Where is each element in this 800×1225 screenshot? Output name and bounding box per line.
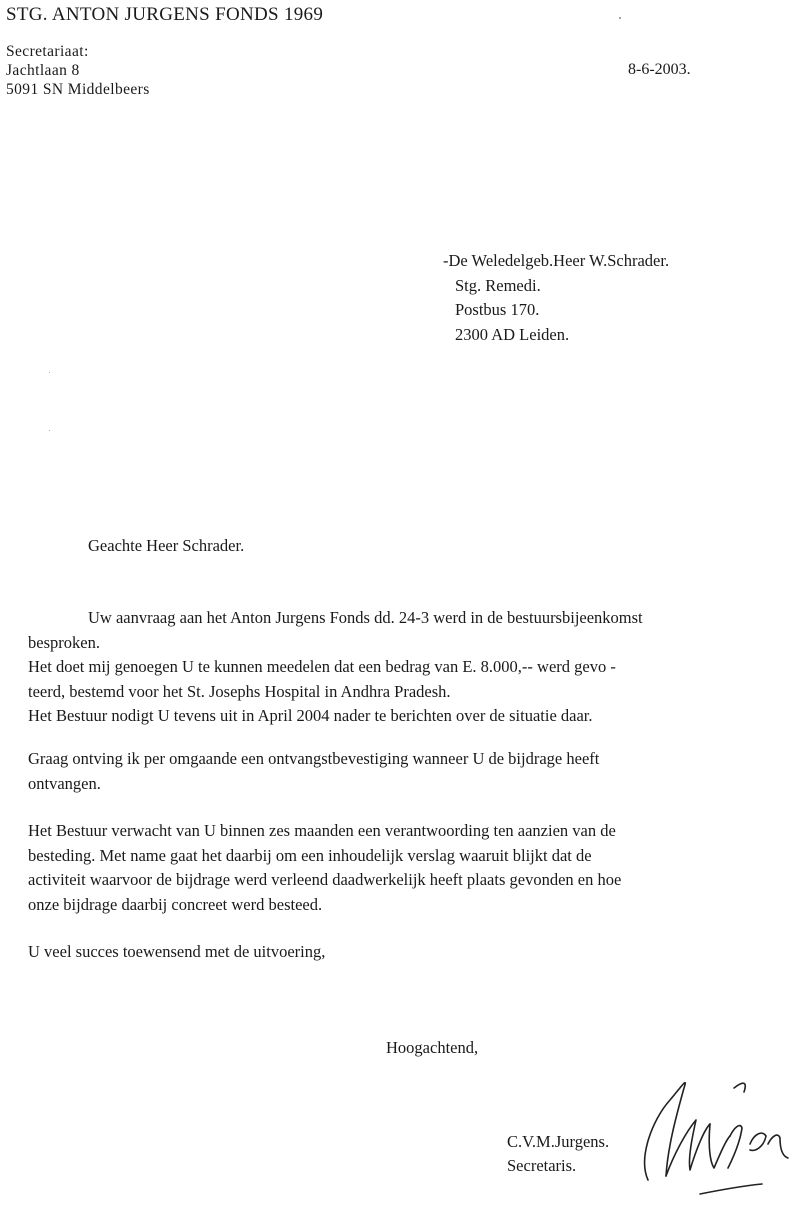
body-line: activiteit waarvoor de bijdrage werd verleend daadwerkelijk heeft plaats gevonden en hoe xyxy=(28,870,622,889)
recipient-line: -De Weledelgeb.Heer W.Schrader. xyxy=(443,251,670,270)
scan-speck xyxy=(49,372,50,373)
signer-title: Secretaris. xyxy=(507,1156,577,1175)
sender-address-line: Jachtlaan 8 xyxy=(6,62,80,79)
body-line: onze bijdrage daarbij concreet werd besteed. xyxy=(28,894,323,914)
signer-block xyxy=(507,1130,609,1178)
body-paragraph-4 xyxy=(28,940,788,965)
body-line: Het Bestuur verwacht van U binnen zes maanden een verantwoording ten aanzien van de xyxy=(28,821,616,840)
organization-name: STG. ANTON JURGENS FONDS 1969 xyxy=(6,4,324,25)
body-paragraph-3 xyxy=(28,819,788,917)
body-paragraph-1 xyxy=(28,606,788,729)
closing: Hoogachtend, xyxy=(386,1038,479,1057)
body-line: besteding. Met name gaat het daarbij om een inhoudelijk verslag waaruit blijkt dat de xyxy=(28,845,592,865)
handwritten-signature xyxy=(630,1058,800,1208)
body-line: Uw aanvraag aan het Anton Jurgens Fonds dd. 24-3 werd in de bestuursbijeenkomst xyxy=(88,608,643,627)
body-line: besproken. xyxy=(28,632,100,652)
sender-address-line: 5091 SN Middelbeers xyxy=(6,81,150,98)
recipient-line: Postbus 170. xyxy=(455,300,540,319)
body-paragraph-2 xyxy=(28,747,788,796)
signer-name: C.V.M.Jurgens. xyxy=(507,1132,610,1151)
body-line: Het doet mij genoegen U te kunnen meedelen dat een bedrag van E. 8.000,-- werd gevo - xyxy=(28,657,616,676)
body-line: ontvangen. xyxy=(28,773,101,793)
recipient-line: 2300 AD Leiden. xyxy=(455,324,570,344)
body-line: Het Bestuur nodigt U tevens uit in April 2004 nader te berichten over de situatie daar. xyxy=(28,706,593,725)
body-line: teerd, bestemd voor het St. Josephs Hospital in Andhra Pradesh. xyxy=(28,681,451,701)
scan-speck xyxy=(619,17,621,19)
body-line: U veel succes toewensend met de uitvoering, xyxy=(28,942,326,961)
recipient-address xyxy=(443,249,669,347)
salutation: Geachte Heer Schrader. xyxy=(88,536,245,555)
scan-speck xyxy=(49,430,50,431)
sender-address xyxy=(6,42,150,99)
sender-address-line: Secretariaat: xyxy=(6,43,89,60)
body-line: Graag ontving ik per omgaande een ontvangstbevestiging wanneer U de bijdrage heeft xyxy=(28,749,600,768)
recipient-line: Stg. Remedi. xyxy=(455,275,541,295)
letter-date: 8-6-2003. xyxy=(628,61,691,78)
